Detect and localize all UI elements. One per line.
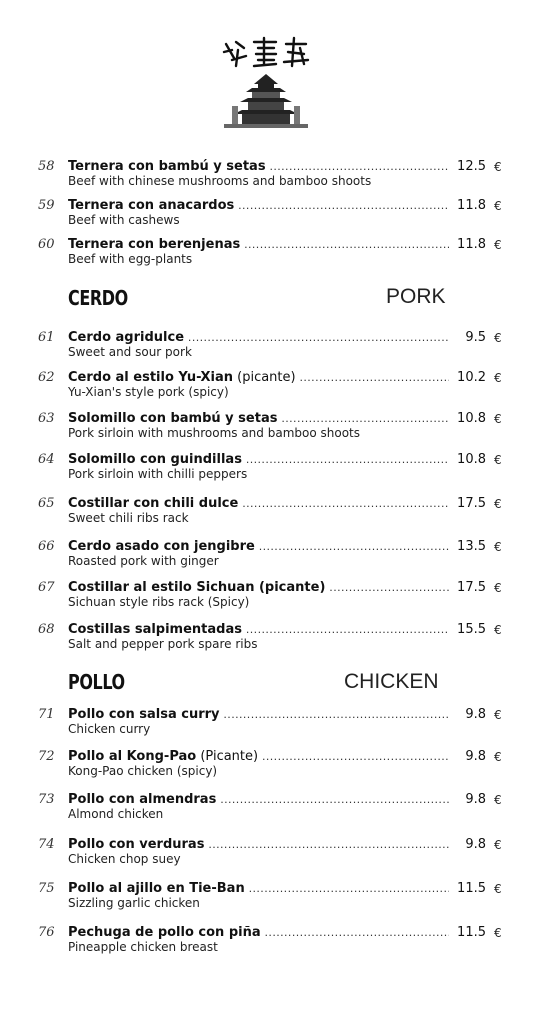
currency-symbol: € xyxy=(494,838,502,852)
item-name: Pollo al ajillo en Tie-Ban xyxy=(68,881,245,896)
currency-symbol: € xyxy=(494,199,502,213)
item-description: Sichuan style ribs rack (Spicy) xyxy=(68,595,250,609)
currency-symbol: € xyxy=(494,708,502,722)
menu-item xyxy=(36,159,506,199)
item-description: Sweet chili ribs rack xyxy=(68,511,189,525)
currency-symbol: € xyxy=(494,238,502,252)
item-name: Ternera con berenjenas xyxy=(68,237,241,252)
item-number: 67 xyxy=(38,580,55,595)
section-title-es: CERDO xyxy=(68,286,128,310)
item-description: Sizzling garlic chicken xyxy=(68,896,200,910)
section-title-en: PORK xyxy=(386,285,446,308)
item-price: 11.5 xyxy=(457,925,486,940)
menu-item xyxy=(36,749,506,789)
menu-item xyxy=(36,792,506,832)
item-name: Costillas salpimentadas xyxy=(68,622,242,637)
currency-symbol: € xyxy=(494,371,502,385)
item-price: 9.8 xyxy=(465,707,486,722)
item-number: 61 xyxy=(38,330,55,345)
item-number: 68 xyxy=(38,622,55,637)
menu-item xyxy=(36,925,506,965)
item-description: Salt and pepper pork spare ribs xyxy=(68,637,258,651)
item-name: Solomillo con guindillas xyxy=(68,452,242,467)
item-name: Cerdo asado con jengibre xyxy=(68,539,255,554)
item-description: Sweet and sour pork xyxy=(68,345,192,359)
item-price: 17.5 xyxy=(457,496,486,511)
item-description: Chicken curry xyxy=(68,722,151,736)
pagoda-logo-icon xyxy=(218,30,314,130)
currency-symbol: € xyxy=(494,793,502,807)
restaurant-logo xyxy=(218,30,314,130)
menu-item xyxy=(36,707,506,747)
section-title-en: CHICKEN xyxy=(344,670,439,693)
item-name: Solomillo con bambú y setas xyxy=(68,411,278,426)
currency-symbol: € xyxy=(494,540,502,554)
item-number: 58 xyxy=(38,159,55,174)
item-price: 10.8 xyxy=(457,452,486,467)
item-name: Cerdo agridulce xyxy=(68,330,185,345)
menu-item xyxy=(36,622,506,662)
item-name: Pollo al Kong-Pao xyxy=(68,749,197,764)
section-title-es: POLLO xyxy=(68,670,125,694)
item-name: Costillar al estilo Sichuan (picante) xyxy=(68,580,326,595)
currency-symbol: € xyxy=(494,412,502,426)
menu-item xyxy=(36,370,506,410)
currency-symbol: € xyxy=(494,581,502,595)
currency-symbol: € xyxy=(494,623,502,637)
item-price: 11.8 xyxy=(457,198,486,213)
item-price: 17.5 xyxy=(457,580,486,595)
item-name-suffix: (Picante) xyxy=(196,749,259,764)
item-number: 75 xyxy=(38,881,55,896)
item-number: 62 xyxy=(38,370,55,385)
currency-symbol: € xyxy=(494,926,502,940)
item-description: Beef with chinese mushrooms and bamboo shoots xyxy=(68,174,372,188)
item-description: Kong-Pao chicken (spicy) xyxy=(68,764,218,778)
item-description: Beef with cashews xyxy=(68,213,180,227)
menu-item xyxy=(36,539,506,579)
item-description: Chicken chop suey xyxy=(68,852,181,866)
item-description: Pork sirloin with mushrooms and bamboo shoots xyxy=(68,426,360,440)
item-name: Cerdo al estilo Yu-Xian xyxy=(68,370,233,385)
item-number: 71 xyxy=(38,707,55,722)
currency-symbol: € xyxy=(494,331,502,345)
item-name: Costillar con chili dulce xyxy=(68,496,239,511)
item-name: Pollo con verduras xyxy=(68,837,205,852)
item-price: 10.8 xyxy=(457,411,486,426)
menu-item xyxy=(36,496,506,536)
item-description: Pineapple chicken breast xyxy=(68,940,218,954)
item-name: Pollo con salsa curry xyxy=(68,707,220,722)
menu-item xyxy=(36,411,506,451)
item-price: 11.5 xyxy=(457,881,486,896)
item-description: Yu-Xian's style pork (spicy) xyxy=(68,385,229,399)
item-description: Almond chicken xyxy=(68,807,164,821)
menu-item xyxy=(36,198,506,238)
currency-symbol: € xyxy=(494,160,502,174)
currency-symbol: € xyxy=(494,453,502,467)
item-price: 10.2 xyxy=(457,370,486,385)
item-description: Pork sirloin with chilli peppers xyxy=(68,467,248,481)
item-price: 9.8 xyxy=(465,792,486,807)
item-number: 73 xyxy=(38,792,55,807)
currency-symbol: € xyxy=(494,497,502,511)
item-number: 65 xyxy=(38,496,55,511)
currency-symbol: € xyxy=(494,750,502,764)
item-number: 74 xyxy=(38,837,55,852)
currency-symbol: € xyxy=(494,882,502,896)
item-price: 15.5 xyxy=(457,622,486,637)
menu-item xyxy=(36,237,506,277)
menu-item xyxy=(36,837,506,877)
item-description: Beef with egg-plants xyxy=(68,252,193,266)
item-price: 13.5 xyxy=(457,539,486,554)
menu-item xyxy=(36,452,506,492)
item-name-suffix: (picante) xyxy=(233,370,296,385)
item-price: 9.5 xyxy=(465,330,486,345)
item-price: 11.8 xyxy=(457,237,486,252)
item-price: 9.8 xyxy=(465,837,486,852)
item-name: Ternera con bambú y setas xyxy=(68,159,266,174)
item-number: 60 xyxy=(38,237,55,252)
item-name: Pechuga de pollo con piña xyxy=(68,925,261,940)
item-name: Ternera con anacardos xyxy=(68,198,235,213)
item-number: 59 xyxy=(38,198,55,213)
item-number: 63 xyxy=(38,411,55,426)
item-number: 72 xyxy=(38,749,55,764)
item-number: 64 xyxy=(38,452,55,467)
item-description: Roasted pork with ginger xyxy=(68,554,219,568)
menu-item xyxy=(36,881,506,921)
item-number: 76 xyxy=(38,925,55,940)
item-name: Pollo con almendras xyxy=(68,792,217,807)
menu-item xyxy=(36,330,506,370)
item-number: 66 xyxy=(38,539,55,554)
menu-item xyxy=(36,580,506,620)
item-price: 12.5 xyxy=(457,159,486,174)
item-price: 9.8 xyxy=(465,749,486,764)
